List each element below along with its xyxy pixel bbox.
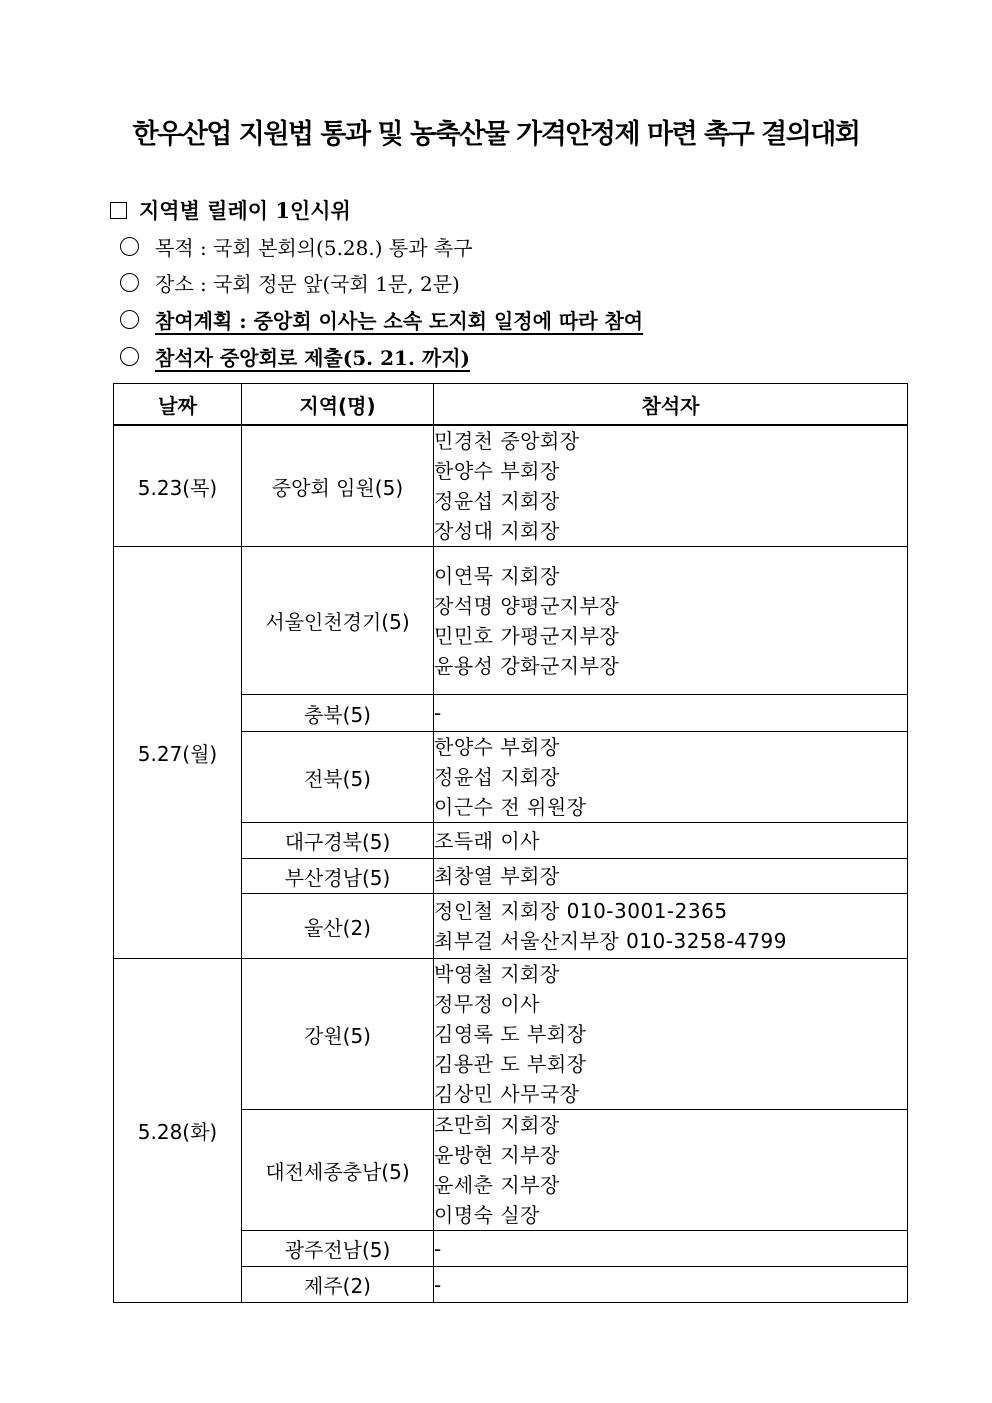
attendee-entry: 장성대 지회장 [434, 519, 560, 543]
attendee-entry: 장석명 양평군지부장 [434, 593, 620, 618]
attendee-entry: 정윤섭 지회장 [434, 765, 560, 789]
header-attendees: 참석자 [434, 384, 908, 426]
table-row [114, 425, 908, 547]
attendees-cell [434, 425, 908, 547]
attendee-entry: 윤용성 강화군지부장 [434, 653, 620, 678]
attendees-cell [434, 732, 908, 823]
attendee-entry: 한양수 부회장 [434, 735, 560, 759]
region-cell: 제주(2) [242, 1267, 434, 1303]
attendee-entry: 민경천 중앙회장 [434, 429, 580, 453]
table-row [114, 547, 908, 695]
region-cell: 중앙회 임원(5) [242, 425, 434, 547]
region-cell: 광주전남(5) [242, 1231, 434, 1267]
bullet-text: 참석자 중앙회로 제출(5. 21. 까지) [155, 346, 470, 370]
bullet-text: 목적 : 국회 본회의(5.28.) 통과 촉구 [155, 236, 473, 260]
bullet-submission [120, 342, 470, 371]
region-cell: 부산경남(5) [242, 859, 434, 894]
circle-bullet-icon [120, 237, 139, 256]
region-cell: 충북(5) [242, 695, 434, 732]
attendee-entry: 박영철 지회장 [434, 962, 560, 986]
circle-bullet-icon [120, 347, 139, 366]
attendee-entry: 김상민 사무국장 [434, 1082, 580, 1106]
section-heading-text: 지역별 릴레이 1인시위 [139, 198, 351, 223]
region-cell: 전북(5) [242, 732, 434, 823]
attendees-cell [434, 1231, 908, 1267]
attendees-cell [434, 823, 908, 859]
bullet-text: 장소 : 국회 정문 앞(국회 1문, 2문) [155, 272, 460, 296]
region-cell: 대전세종충남(5) [242, 1110, 434, 1231]
attendee-entry: 윤세춘 지부장 [434, 1173, 560, 1197]
attendee-entry: 이근수 전 위원장 [434, 795, 587, 819]
table-header-row [114, 384, 908, 426]
attendee-entry: - [434, 701, 442, 725]
region-cell: 울산(2) [242, 894, 434, 959]
region-cell: 대구경북(5) [242, 823, 434, 859]
attendees-cell [434, 859, 908, 894]
attendees-cell [434, 695, 908, 732]
attendee-entry: 민민호 가평군지부장 [434, 623, 620, 648]
attendee-entry: 조득래 이사 [434, 828, 540, 853]
attendee-entry: - [434, 1236, 442, 1261]
attendee-entry: 정인철 지회장 010-3001-2365 [434, 899, 728, 923]
attendee-entry: 김용관 도 부회장 [434, 1052, 587, 1076]
attendees-cell [434, 547, 908, 695]
attendees-cell [434, 1110, 908, 1231]
region-cell: 서울인천경기(5) [242, 547, 434, 695]
date-cell: 5.23(목) [114, 425, 242, 547]
bullet-participation-plan [120, 305, 643, 334]
bullet-purpose [120, 232, 473, 261]
attendee-entry: 이명숙 실장 [434, 1203, 540, 1227]
attendees-cell [434, 1267, 908, 1303]
date-cell: 5.27(월) [114, 547, 242, 959]
circle-bullet-icon [120, 273, 139, 292]
attendees-cell [434, 894, 908, 959]
header-region: 지역(명) [242, 384, 434, 426]
region-cell: 강원(5) [242, 959, 434, 1110]
table-row [114, 959, 908, 1110]
document-title: 한우산업 지원법 통과 및 농축산물 가격안정제 마련 촉구 결의대회 [132, 119, 860, 150]
attendee-entry: 한양수 부회장 [434, 459, 560, 483]
bullet-location [120, 268, 460, 297]
attendees-cell [434, 959, 908, 1110]
header-date: 날짜 [114, 384, 242, 426]
attendee-entry: 정윤섭 지회장 [434, 489, 560, 513]
checkbox-square-icon [110, 202, 127, 219]
attendee-entry: 조만희 지회장 [434, 1113, 560, 1137]
attendee-entry: 정무정 이사 [434, 992, 540, 1016]
bullet-text: 참여계획 : 중앙회 이사는 소속 도지회 일정에 따라 참여 [155, 309, 644, 333]
circle-bullet-icon [120, 310, 139, 329]
attendee-entry: - [434, 1272, 442, 1297]
attendee-table [113, 383, 908, 1303]
date-cell: 5.28(화) [114, 959, 242, 1303]
attendee-entry: 최창열 부회장 [434, 864, 560, 888]
attendee-entry: 최부걸 서울산지부장 010-3258-4799 [434, 929, 787, 953]
section-heading [110, 195, 351, 225]
attendee-entry: 윤방현 지부장 [434, 1143, 560, 1167]
attendee-entry: 이연묵 지회장 [434, 563, 560, 588]
attendee-entry: 김영록 도 부회장 [434, 1022, 587, 1046]
